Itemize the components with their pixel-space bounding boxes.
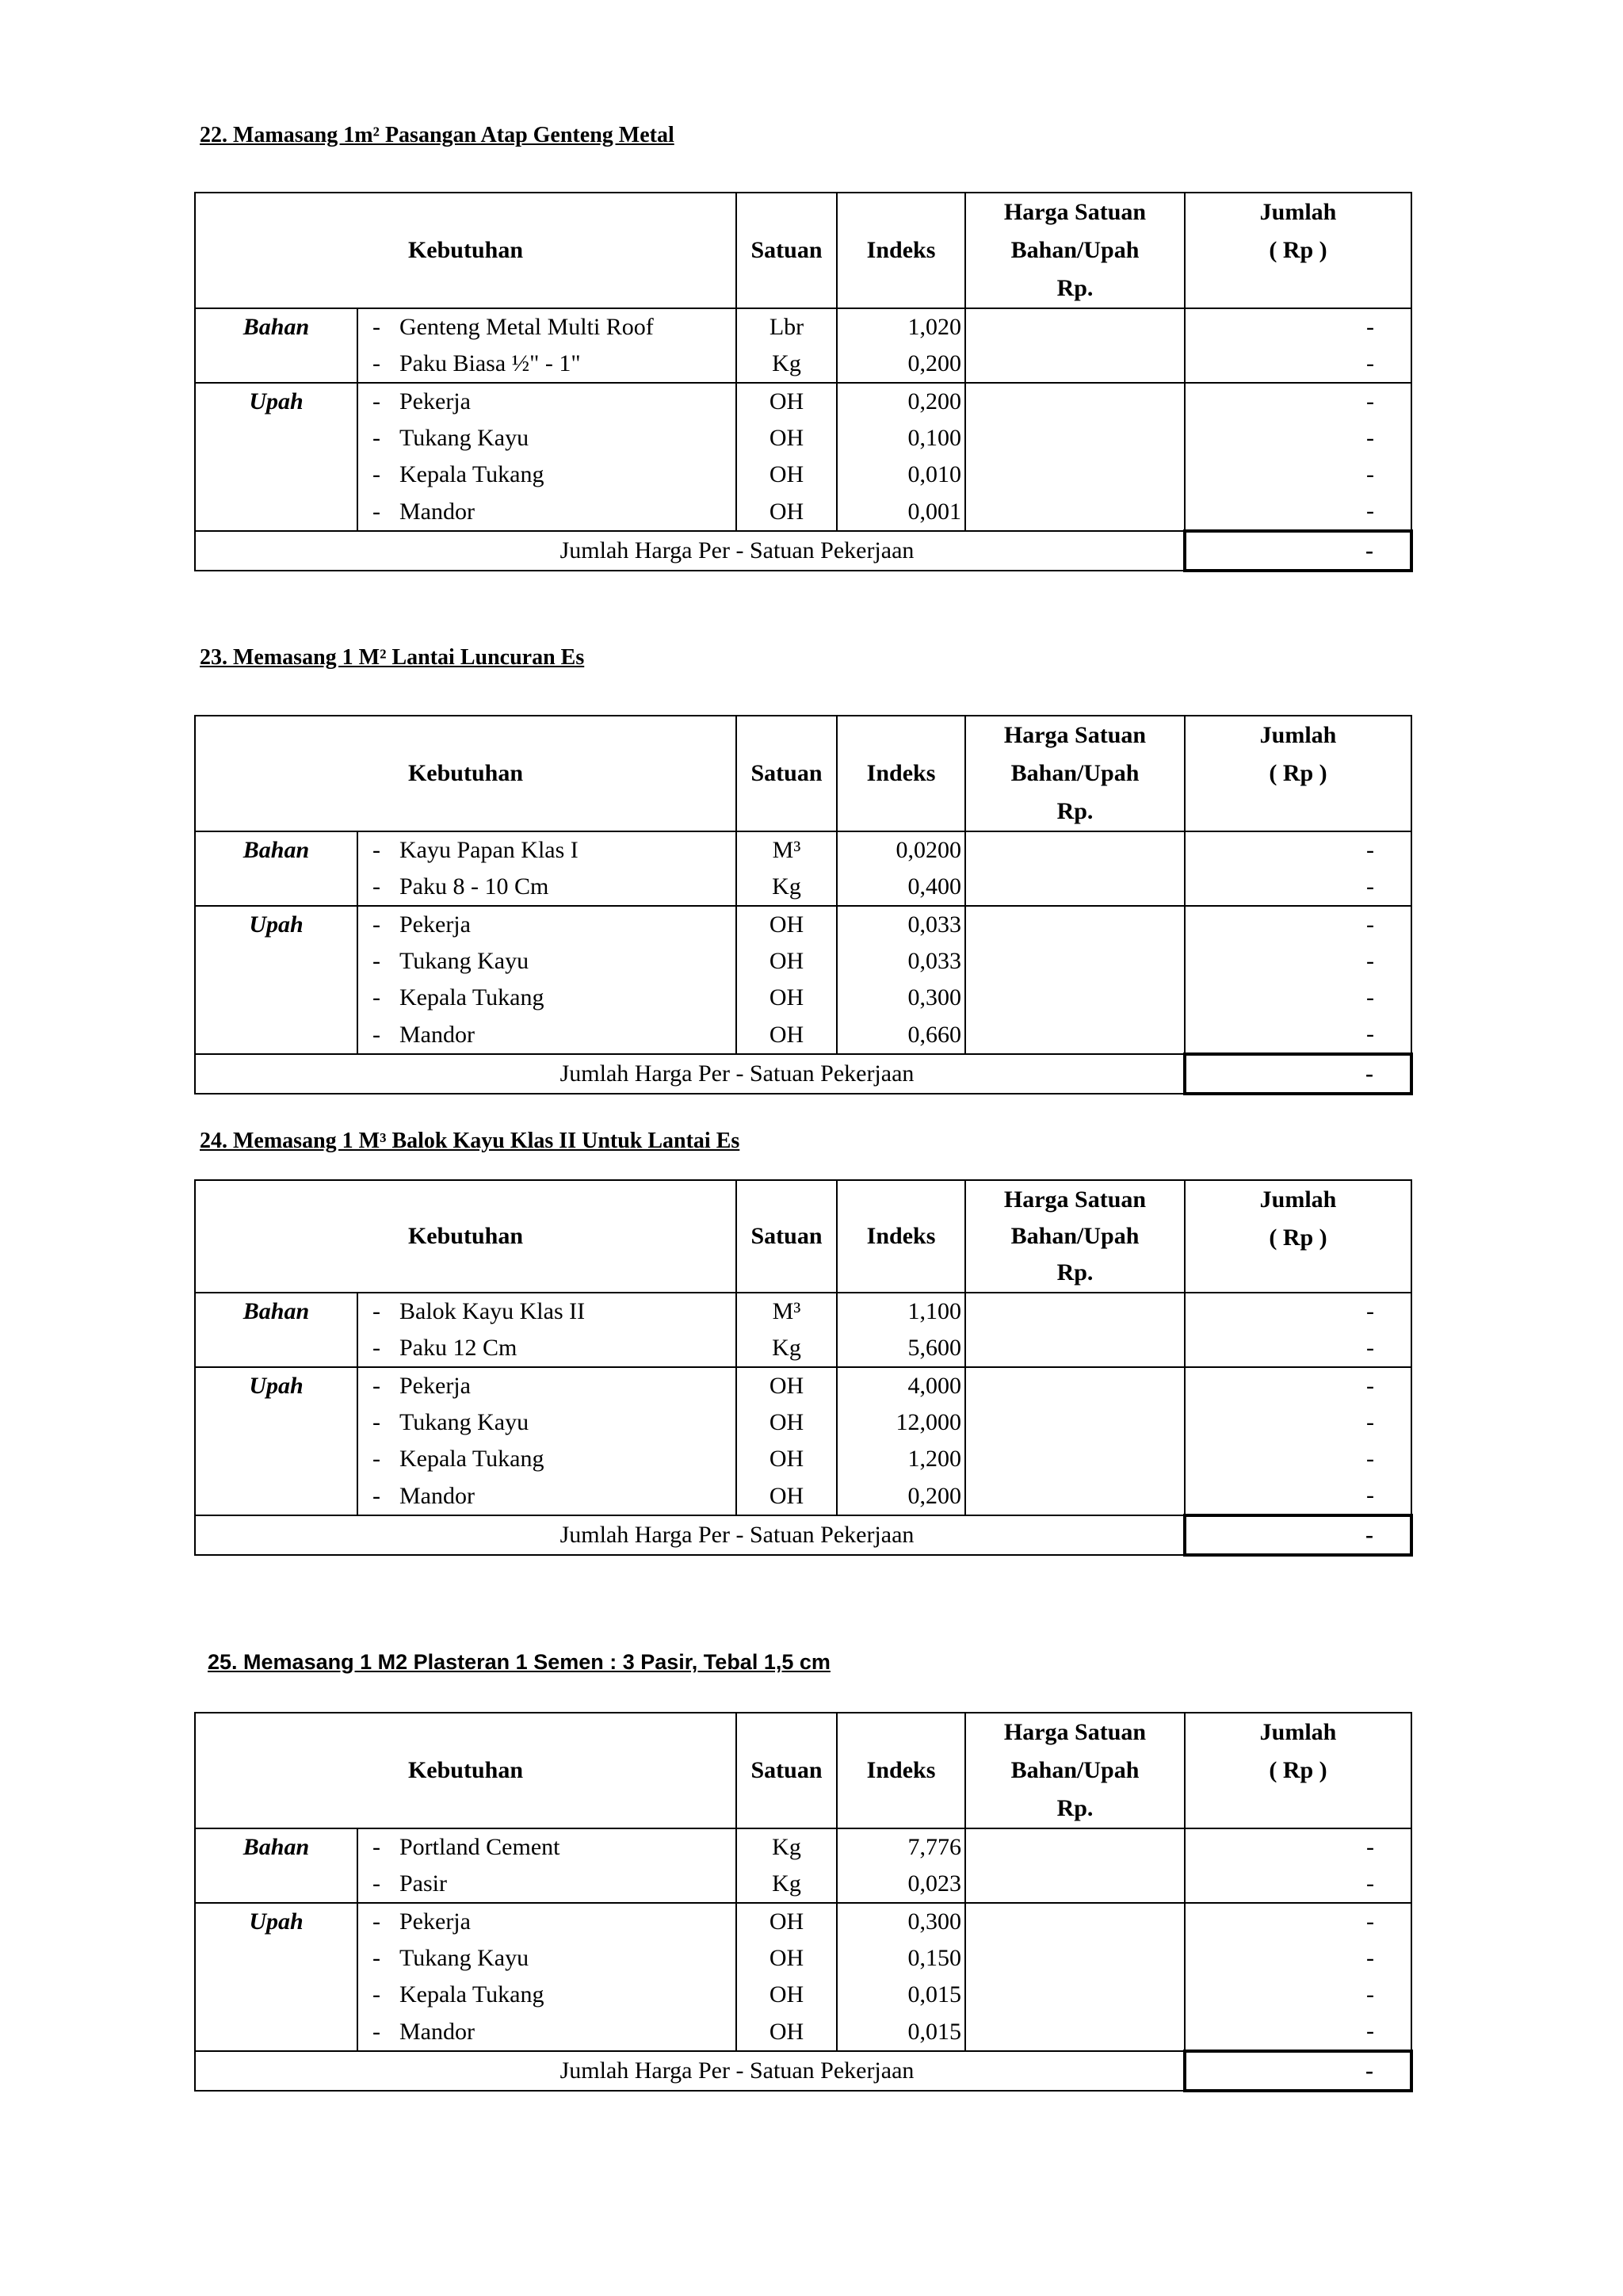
- category-bahan: Bahan: [195, 1293, 357, 1330]
- header-jumlah: Jumlah ( Rp ): [1185, 193, 1411, 308]
- table-row: - Paku Biasa ½" - 1" Kg 0,200 -: [195, 346, 1411, 383]
- table-row: - Mandor OH 0,001 -: [195, 493, 1411, 531]
- table-row: Bahan - Balok Kayu Klas II M³ 1,100 -: [195, 1293, 1411, 1330]
- header-kebutuhan: Kebutuhan: [195, 716, 736, 831]
- table-row: - Paku 8 - 10 Cm Kg 0,400 -: [195, 869, 1411, 906]
- total-row: [195, 531, 1411, 571]
- table-row: - Tukang Kayu OH 12,000 -: [195, 1404, 1411, 1441]
- total-label: Jumlah Harga Per - Satuan Pekerjaan: [195, 1515, 1185, 1555]
- table-row: Bahan - Kayu Papan Klas I M³ 0,0200 -: [195, 831, 1411, 869]
- header-satuan: Satuan: [736, 193, 837, 308]
- total-value: -: [1185, 2051, 1411, 2091]
- header-jumlah: Jumlah ( Rp ): [1185, 1180, 1411, 1293]
- total-value: -: [1185, 1054, 1411, 1094]
- table-row: - Kepala Tukang OH 0,010 -: [195, 457, 1411, 493]
- header-satuan: Satuan: [736, 716, 837, 831]
- table-row: Upah - Pekerja OH 4,000 -: [195, 1367, 1411, 1404]
- analysis-table: [194, 1712, 1413, 2092]
- section-title: 23. Memasang 1 M² Lantai Luncuran Es: [200, 645, 585, 670]
- total-label: Jumlah Harga Per - Satuan Pekerjaan: [195, 531, 1185, 571]
- section-title: 25. Memasang 1 M2 Plasteran 1 Semen : 3 Pasir, Tebal 1,5 cm: [208, 1650, 831, 1674]
- header-harga: Harga Satuan Bahan/Upah Rp.: [965, 716, 1185, 831]
- analysis-table: [194, 1179, 1413, 1557]
- table-row: Upah - Pekerja OH 0,200 -: [195, 383, 1411, 420]
- section-title: 24. Memasang 1 M³ Balok Kayu Klas II Untuk Lantai Es: [200, 1129, 740, 1153]
- total-row: [195, 1054, 1411, 1094]
- header-kebutuhan: Kebutuhan: [195, 1713, 736, 1828]
- total-value: -: [1185, 531, 1411, 571]
- table-row: - Kepala Tukang OH 0,300 -: [195, 980, 1411, 1016]
- total-value: -: [1185, 1515, 1411, 1555]
- header-jumlah: Jumlah ( Rp ): [1185, 1713, 1411, 1828]
- header-kebutuhan: Kebutuhan: [195, 1180, 736, 1293]
- header-satuan: Satuan: [736, 1713, 837, 1828]
- header-indeks: Indeks: [837, 716, 965, 831]
- table-row: Bahan - Portland Cement Kg 7,776 -: [195, 1828, 1411, 1866]
- category-bahan: Bahan: [195, 1828, 357, 1866]
- header-satuan: Satuan: [736, 1180, 837, 1293]
- header-indeks: Indeks: [837, 1180, 965, 1293]
- table-row: Upah - Pekerja OH 0,033 -: [195, 906, 1411, 943]
- section-title: 22. Mamasang 1m² Pasangan Atap Genteng Metal: [200, 123, 674, 147]
- header-jumlah: Jumlah ( Rp ): [1185, 716, 1411, 831]
- header-kebutuhan: Kebutuhan: [195, 193, 736, 308]
- category-upah: Upah: [195, 1367, 357, 1404]
- table-row: - Tukang Kayu OH 0,033 -: [195, 943, 1411, 980]
- header-indeks: Indeks: [837, 193, 965, 308]
- analysis-table: [194, 192, 1413, 572]
- header-harga: Harga Satuan Bahan/Upah Rp.: [965, 1180, 1185, 1293]
- table-row: - Pasir Kg 0,023 -: [195, 1866, 1411, 1903]
- category-bahan: Bahan: [195, 308, 357, 346]
- category-upah: Upah: [195, 1903, 357, 1940]
- table-row: - Kepala Tukang OH 0,015 -: [195, 1977, 1411, 2013]
- total-row: [195, 2051, 1411, 2091]
- total-row: [195, 1515, 1411, 1555]
- table-row: - Mandor OH 0,015 -: [195, 2013, 1411, 2051]
- header-indeks: Indeks: [837, 1713, 965, 1828]
- total-label: Jumlah Harga Per - Satuan Pekerjaan: [195, 1054, 1185, 1094]
- table-row: Bahan - Genteng Metal Multi Roof Lbr 1,020 -: [195, 308, 1411, 346]
- category-bahan: Bahan: [195, 831, 357, 869]
- header-harga: Harga Satuan Bahan/Upah Rp.: [965, 193, 1185, 308]
- table-row: Upah - Pekerja OH 0,300 -: [195, 1903, 1411, 1940]
- table-row: - Tukang Kayu OH 0,150 -: [195, 1940, 1411, 1977]
- table-row: - Tukang Kayu OH 0,100 -: [195, 420, 1411, 457]
- table-row: - Paku 12 Cm Kg 5,600 -: [195, 1330, 1411, 1367]
- total-label: Jumlah Harga Per - Satuan Pekerjaan: [195, 2051, 1185, 2091]
- analysis-table: [194, 715, 1413, 1095]
- table-row: - Kepala Tukang OH 1,200 -: [195, 1441, 1411, 1477]
- table-row: - Mandor OH 0,200 -: [195, 1477, 1411, 1515]
- header-harga: Harga Satuan Bahan/Upah Rp.: [965, 1713, 1185, 1828]
- category-upah: Upah: [195, 383, 357, 420]
- table-row: - Mandor OH 0,660 -: [195, 1016, 1411, 1054]
- category-upah: Upah: [195, 906, 357, 943]
